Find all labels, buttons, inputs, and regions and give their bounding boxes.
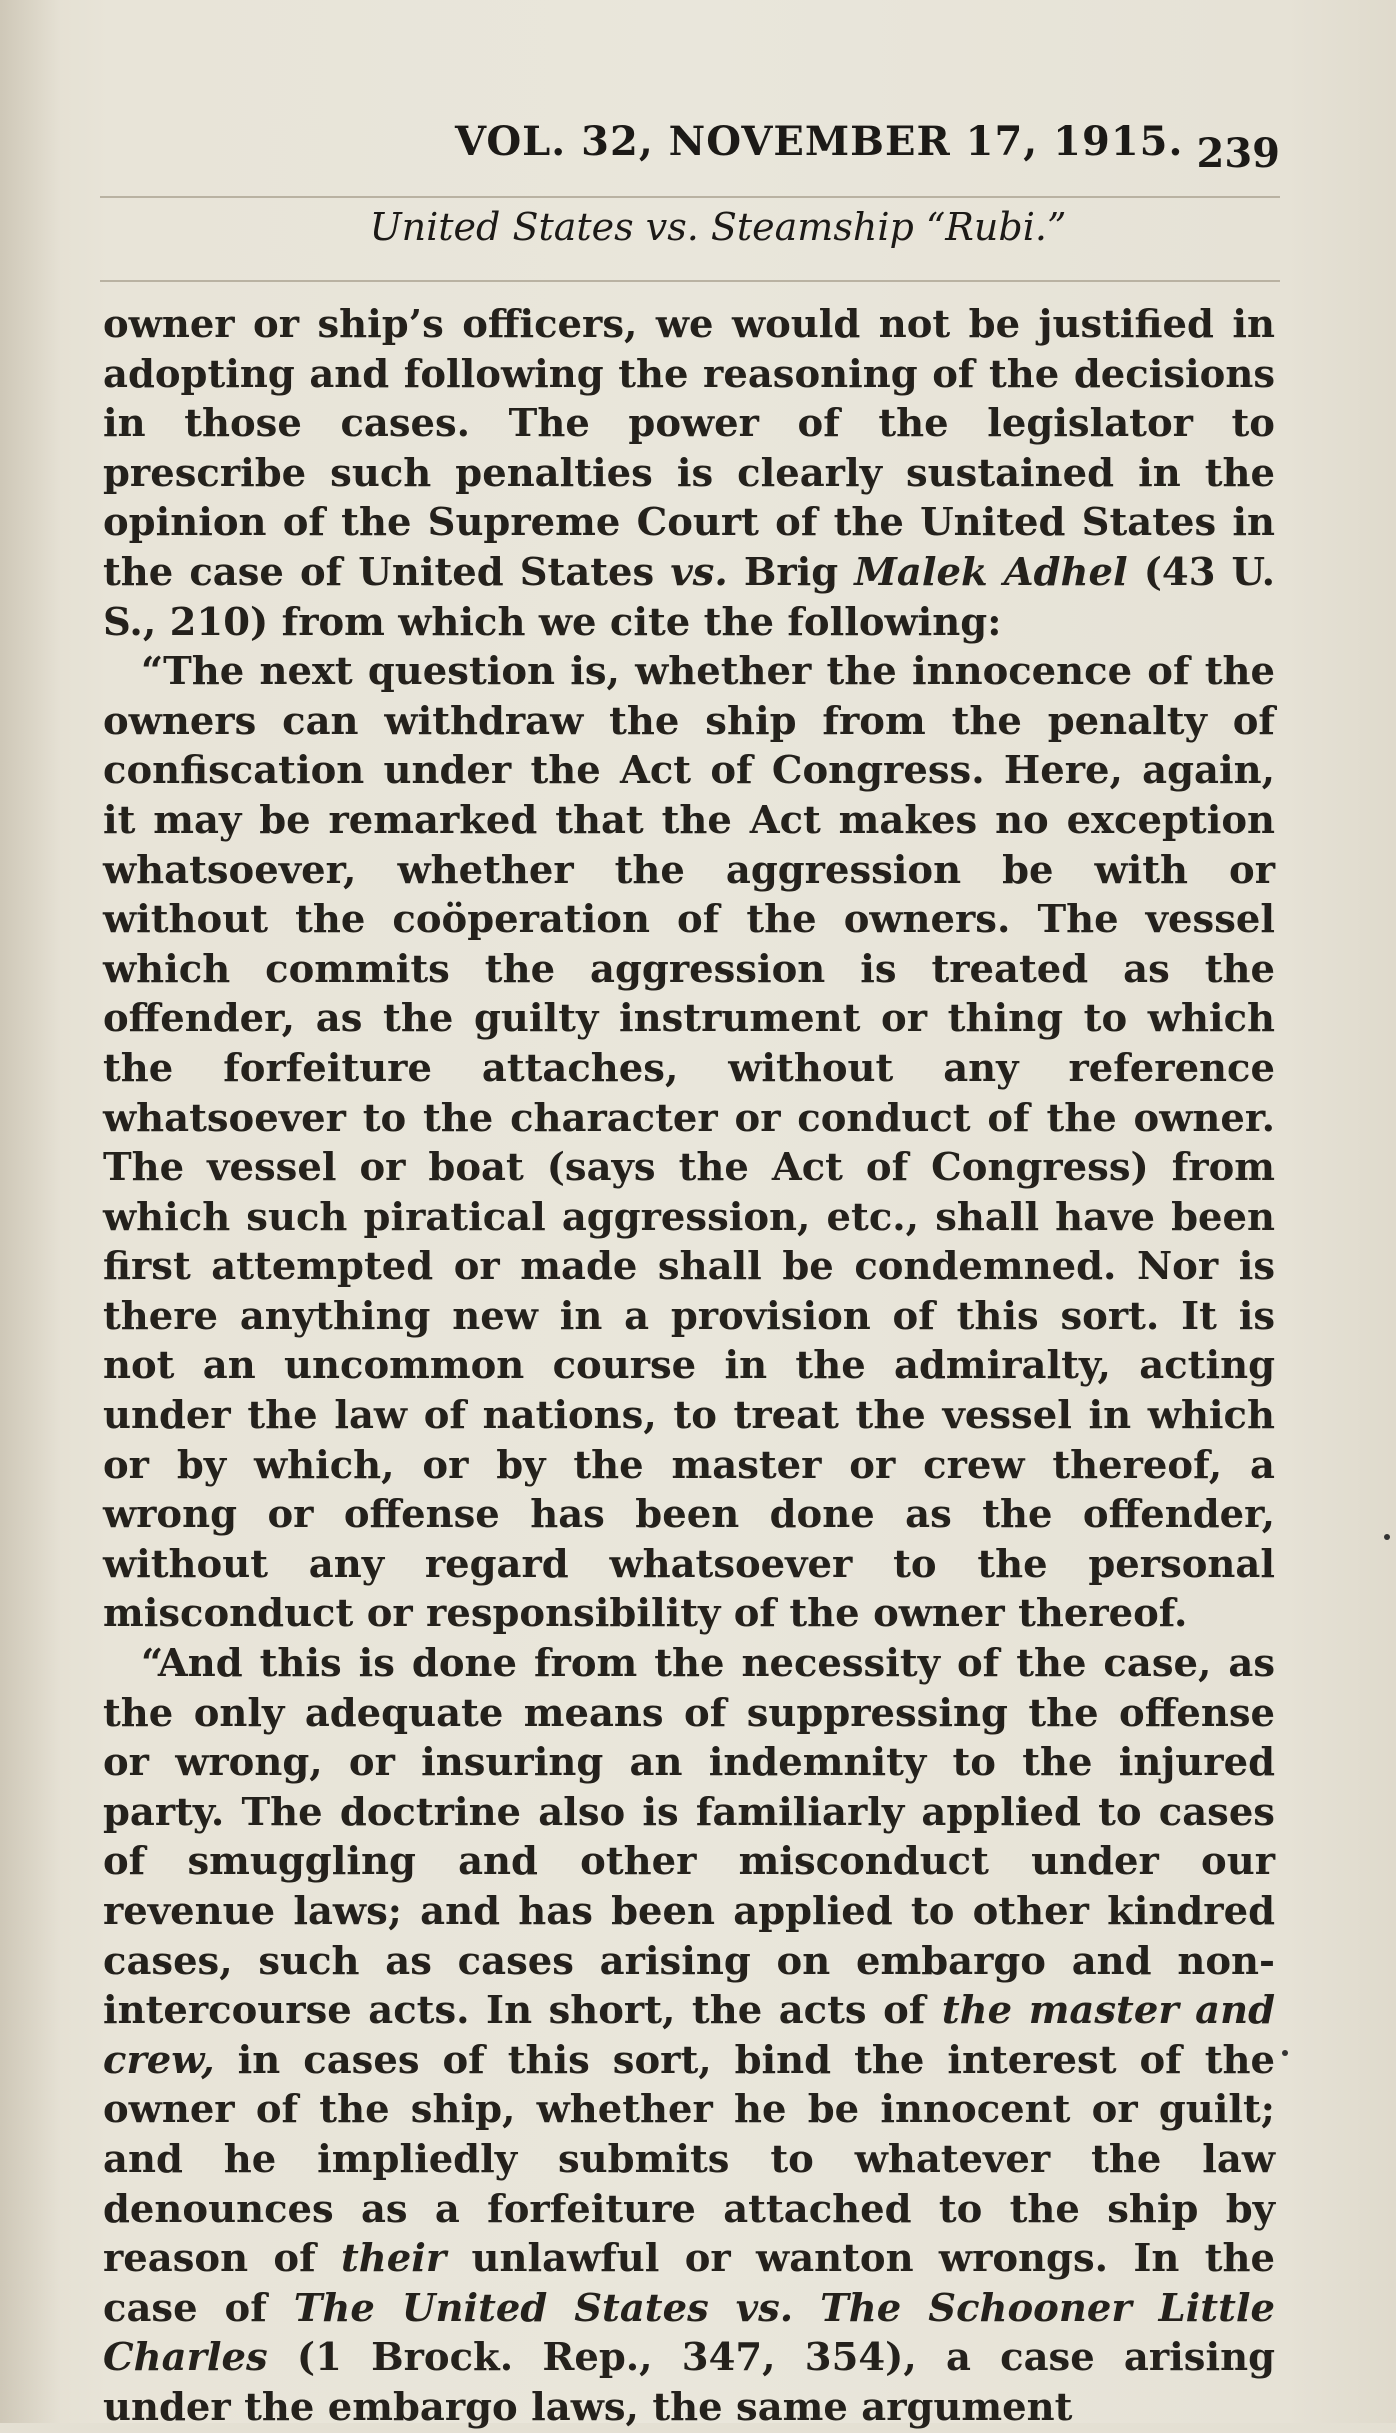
header-rule xyxy=(100,196,1280,198)
margin-dot xyxy=(1282,2050,1288,2056)
title-rule xyxy=(100,280,1280,282)
running-head: VOL. 32, NOVEMBER 17, 1915. xyxy=(455,118,1184,165)
margin-dot xyxy=(1384,1534,1390,1540)
paragraph-1: owner or ship’s officers, we would not be justified in adopting and following the reasoning of the decisions in those cases. The power of the legislator to prescribe such penalties is clearly sustained in the opinion of the Supreme Court of the United States in the case of United States vs. Brig Malek Adhel (43 U. S., 210) from which we cite the following: xyxy=(103,302,1276,645)
page-header xyxy=(100,118,1280,178)
paragraph-3: “And this is done from the necessity of the case, as the only adequate means of suppressing the offense or wrong, or insuring an indemnity to the injured party. The doctrine also is familiarly applied to cases of smuggling and other misconduct under our revenue laws; and has been applied to other kindred cases, such as cases arising on embargo and non-intercourse acts. In short, the acts of the master and crew, in cases of this sort, bind the interest of the owner of the ship, whether he be innocent or guilt; and he impliedly submits to whatever the law denounces as a forfeiture attached to the ship by reason of their unlawful or wanton wrongs. In the case of The United States vs. The Schooner Little Charles (1 Brock. Rep., 347, 354), a case arising under the embargo laws, the same argument xyxy=(103,1641,1275,2430)
body-text xyxy=(103,300,1275,2433)
page-number: 239 xyxy=(1196,130,1280,177)
paragraph-2: “The next question is, whether the innocence of the owners can withdraw the ship from the penalty of confiscation under the Act of Congress. Here, again, it may be remarked that the Act makes no exception whatsoever, whether the aggression be with or without the coöperation of the owners. The vessel which commits the aggression is treated as the offender, as the guilty instrument or thing to which the forfeiture attaches, without any reference whatsoever to the character or conduct of the owner. The vessel or boat (says the Act of Congress) from which such piratical aggression, etc., shall have been first attempted or made shall be condemned. Nor is there anything new in a provision of this sort. It is not an uncommon course in the admiralty, acting under the law of nations, to treat the vessel in which or by which, or by the master or crew thereof, a wrong or offense has been done as the offender, without any regard whatsoever to the personal misconduct or responsibility of the owner thereof. xyxy=(103,649,1275,1637)
case-title: United States vs. Steamship “Rubi.” xyxy=(369,205,1067,249)
binding-shadow xyxy=(0,0,60,2423)
